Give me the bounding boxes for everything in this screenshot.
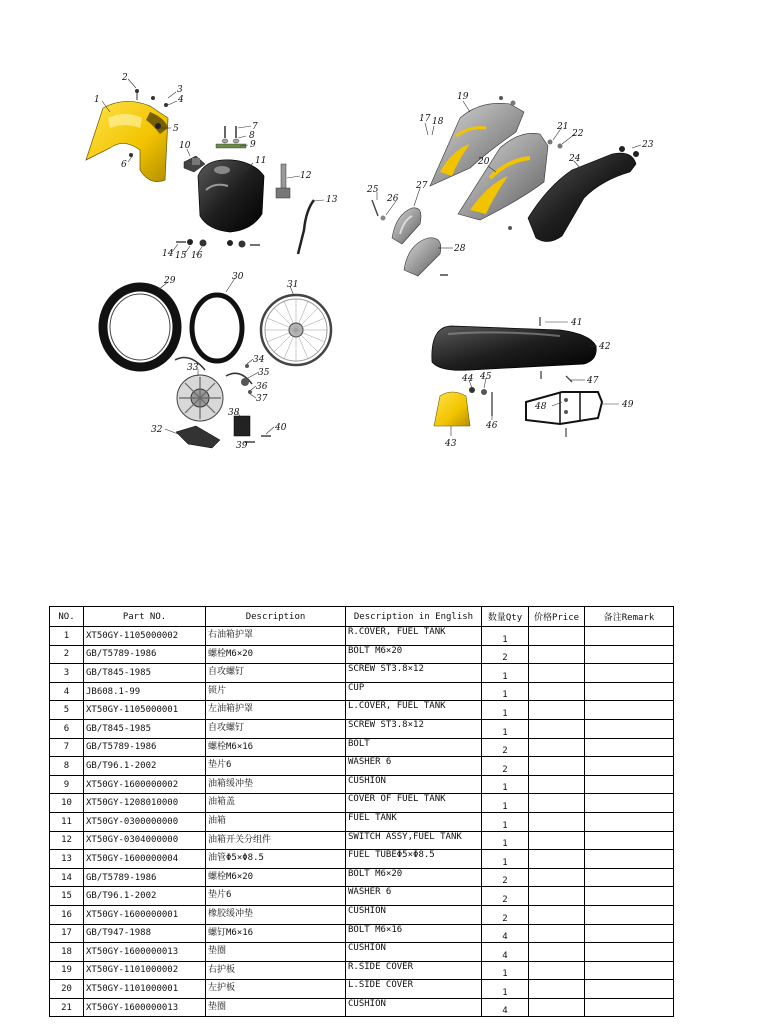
callout-22: 22: [572, 129, 584, 139]
cell-description: 左护板: [206, 980, 346, 999]
table-row: [50, 812, 674, 831]
table-row: [50, 868, 674, 887]
cell-remark: [585, 998, 674, 1017]
callout-23: 23: [642, 140, 654, 150]
callout-10: 10: [179, 141, 191, 151]
callout-18: 18: [432, 117, 444, 127]
table-row: [50, 905, 674, 924]
callout-6: 6: [121, 160, 127, 170]
cell-remark: [585, 701, 674, 720]
cell-qty: 4: [482, 924, 529, 943]
cell-description-english: CUSHION: [346, 775, 482, 794]
callout-37: 37: [256, 394, 268, 404]
callout-35: 35: [258, 368, 270, 378]
parts-table: [49, 606, 674, 1017]
cell-qty: 1: [482, 682, 529, 701]
table-row: [50, 924, 674, 943]
cell-no: 13: [50, 850, 84, 869]
callout-30: 30: [232, 272, 244, 282]
callout-7: 7: [252, 122, 258, 132]
callout-8: 8: [249, 131, 255, 141]
cell-part-no: XT50GY-0304000000: [84, 831, 206, 850]
cell-no: 4: [50, 682, 84, 701]
table-row: [50, 738, 674, 757]
callout-41: 41: [571, 318, 583, 328]
callout-36: 36: [256, 382, 268, 392]
cell-price: [529, 682, 585, 701]
cell-remark: [585, 719, 674, 738]
cell-remark: [585, 943, 674, 962]
table-row: [50, 980, 674, 999]
cell-description: 自攻螺钉: [206, 719, 346, 738]
cell-description: 橡胶缓冲垫: [206, 905, 346, 924]
cell-description: 油箱盖: [206, 794, 346, 813]
cell-part-no: XT50GY-1600000002: [84, 775, 206, 794]
cell-description: 螺栓M6×20: [206, 868, 346, 887]
cell-no: 2: [50, 645, 84, 664]
table-row: [50, 961, 674, 980]
callout-11: 11: [255, 156, 267, 166]
cell-no: 11: [50, 812, 84, 831]
callout-34: 34: [253, 355, 265, 365]
cell-description-english: CUP: [346, 682, 482, 701]
callout-17: 17: [419, 114, 431, 124]
cell-qty: 2: [482, 887, 529, 906]
callout-47: 47: [587, 376, 599, 386]
callout-24: 24: [569, 154, 581, 164]
cell-no: 12: [50, 831, 84, 850]
cell-price: [529, 980, 585, 999]
cell-description: 油箱开关分组件: [206, 831, 346, 850]
wheel-illustration: [103, 287, 331, 367]
cell-no: 21: [50, 998, 84, 1017]
callout-49: 49: [622, 400, 634, 410]
cell-part-no: XT50GY-1208010000: [84, 794, 206, 813]
cell-remark: [585, 627, 674, 646]
cell-description-english: BOLT M6×16: [346, 924, 482, 943]
cell-qty: 2: [482, 738, 529, 757]
cell-part-no: GB/T5789-1986: [84, 738, 206, 757]
cell-remark: [585, 775, 674, 794]
cell-remark: [585, 645, 674, 664]
cell-description: 螺栓M6×20: [206, 645, 346, 664]
exploded-parts-diagram: [0, 0, 768, 470]
col-header-description: Description: [206, 607, 346, 627]
cell-price: [529, 719, 585, 738]
cell-remark: [585, 794, 674, 813]
callout-32: 32: [151, 425, 163, 435]
cell-qty: 1: [482, 794, 529, 813]
cell-no: 1: [50, 627, 84, 646]
cell-remark: [585, 757, 674, 776]
cell-description: 螺钉M6×16: [206, 924, 346, 943]
cell-price: [529, 627, 585, 646]
cell-price: [529, 831, 585, 850]
cell-remark: [585, 812, 674, 831]
callout-31: 31: [287, 280, 299, 290]
callout-42: 42: [599, 342, 611, 352]
table-row: [50, 943, 674, 962]
cell-price: [529, 812, 585, 831]
cell-description: 油箱缓冲垫: [206, 775, 346, 794]
cell-description: 锁片: [206, 682, 346, 701]
cell-remark: [585, 905, 674, 924]
callout-12: 12: [300, 171, 312, 181]
cell-part-no: XT50GY-1101000001: [84, 980, 206, 999]
cell-description: 垫片6: [206, 757, 346, 776]
callout-20: 20: [478, 157, 490, 167]
table-row: [50, 887, 674, 906]
table-row: [50, 831, 674, 850]
cell-qty: 2: [482, 645, 529, 664]
callout-46: 46: [486, 421, 498, 431]
cell-remark: [585, 738, 674, 757]
cell-part-no: GB/T947-1988: [84, 924, 206, 943]
cell-part-no: XT50GY-1101000002: [84, 961, 206, 980]
callout-1: 1: [94, 95, 100, 105]
cell-remark: [585, 980, 674, 999]
cell-description: 螺栓M6×16: [206, 738, 346, 757]
cell-part-no: GB/T5789-1986: [84, 868, 206, 887]
cell-description-english: SWITCH ASSY,FUEL TANK: [346, 831, 482, 850]
cell-price: [529, 924, 585, 943]
cell-price: [529, 775, 585, 794]
col-header-no: NO.: [50, 607, 84, 627]
cell-description-english: L.SIDE COVER: [346, 980, 482, 999]
cell-price: [529, 887, 585, 906]
callout-2: 2: [122, 73, 128, 83]
cell-description-english: R.SIDE COVER: [346, 961, 482, 980]
cell-description-english: COVER OF FUEL TANK: [346, 794, 482, 813]
cell-price: [529, 664, 585, 683]
cell-no: 8: [50, 757, 84, 776]
cell-remark: [585, 924, 674, 943]
cell-part-no: XT50GY-1600000004: [84, 850, 206, 869]
cell-no: 17: [50, 924, 84, 943]
cell-no: 16: [50, 905, 84, 924]
cell-qty: 1: [482, 961, 529, 980]
cell-qty: 2: [482, 757, 529, 776]
callout-19: 19: [457, 92, 469, 102]
table-row: [50, 701, 674, 720]
cell-part-no: XT50GY-1105000001: [84, 701, 206, 720]
cell-remark: [585, 682, 674, 701]
fuel-tank-illustration: [176, 160, 264, 248]
cell-qty: 1: [482, 812, 529, 831]
callout-5: 5: [173, 124, 179, 134]
col-header-qty: 数量Qty: [482, 607, 529, 627]
rear-rack-illustration: [434, 376, 602, 437]
cell-qty: 1: [482, 775, 529, 794]
callout-4: 4: [178, 95, 184, 105]
cell-remark: [585, 961, 674, 980]
cell-part-no: GB/T845-1985: [84, 664, 206, 683]
cell-price: [529, 757, 585, 776]
callout-29: 29: [164, 276, 176, 286]
callout-44: 44: [462, 374, 474, 384]
cell-remark: [585, 831, 674, 850]
cell-description-english: FUEL TANK: [346, 812, 482, 831]
callout-28: 28: [454, 244, 466, 254]
cell-qty: 1: [482, 850, 529, 869]
cell-remark: [585, 664, 674, 683]
cell-no: 14: [50, 868, 84, 887]
cell-price: [529, 961, 585, 980]
cell-qty: 2: [482, 868, 529, 887]
cell-no: 10: [50, 794, 84, 813]
col-header-remark: 备注Remark: [585, 607, 674, 627]
cell-description: 垫片6: [206, 887, 346, 906]
table-row: [50, 645, 674, 664]
cell-no: 5: [50, 701, 84, 720]
cell-part-no: XT50GY-1600000013: [84, 943, 206, 962]
cell-price: [529, 794, 585, 813]
cell-description: 右油箱护罩: [206, 627, 346, 646]
cell-part-no: XT50GY-1600000013: [84, 998, 206, 1017]
table-row: [50, 998, 674, 1017]
cell-description-english: CUSHION: [346, 905, 482, 924]
table-row: [50, 775, 674, 794]
cell-description-english: L.COVER, FUEL TANK: [346, 701, 482, 720]
cell-no: 15: [50, 887, 84, 906]
parts-table-body: [50, 627, 674, 1017]
cell-description-english: BOLT M6×20: [346, 645, 482, 664]
callout-25: 25: [367, 185, 379, 195]
cell-description: 左油箱护罩: [206, 701, 346, 720]
col-header-description-english: Description in English: [346, 607, 482, 627]
cell-no: 20: [50, 980, 84, 999]
cell-no: 6: [50, 719, 84, 738]
cell-no: 7: [50, 738, 84, 757]
cell-description-english: SCREW ST3.8×12: [346, 664, 482, 683]
cell-part-no: GB/T845-1985: [84, 719, 206, 738]
cell-part-no: XT50GY-1105000002: [84, 627, 206, 646]
cell-remark: [585, 868, 674, 887]
cell-no: 19: [50, 961, 84, 980]
cell-part-no: JB608.1-99: [84, 682, 206, 701]
table-row: [50, 757, 674, 776]
cell-part-no: GB/T96.1-2002: [84, 757, 206, 776]
cell-remark: [585, 887, 674, 906]
callout-3: 3: [177, 85, 183, 95]
callout-13: 13: [326, 195, 338, 205]
cell-price: [529, 701, 585, 720]
cell-price: [529, 645, 585, 664]
cell-no: 18: [50, 943, 84, 962]
cell-price: [529, 850, 585, 869]
cell-no: 3: [50, 664, 84, 683]
table-row: [50, 627, 674, 646]
cell-price: [529, 738, 585, 757]
cell-part-no: GB/T5789-1986: [84, 645, 206, 664]
cell-qty: 1: [482, 701, 529, 720]
callout-43: 43: [445, 439, 457, 449]
callout-38: 38: [228, 408, 240, 418]
table-row: [50, 664, 674, 683]
table-row: [50, 719, 674, 738]
cell-qty: 1: [482, 719, 529, 738]
table-row: [50, 850, 674, 869]
callout-16: 16: [191, 251, 203, 261]
table-header-row: [50, 607, 674, 627]
cell-part-no: GB/T96.1-2002: [84, 887, 206, 906]
cell-description-english: BOLT: [346, 738, 482, 757]
grab-handle-illustration: [372, 200, 448, 276]
cell-no: 9: [50, 775, 84, 794]
cell-description-english: CUSHION: [346, 998, 482, 1017]
cell-price: [529, 868, 585, 887]
callout-27: 27: [416, 181, 428, 191]
cell-description: 自攻螺钉: [206, 664, 346, 683]
cell-qty: 4: [482, 943, 529, 962]
table-row: [50, 682, 674, 701]
callout-9: 9: [250, 140, 256, 150]
callout-40: 40: [275, 423, 287, 433]
cell-description-english: WASHER 6: [346, 887, 482, 906]
callout-39: 39: [236, 441, 248, 451]
cell-qty: 1: [482, 627, 529, 646]
callout-48: 48: [535, 402, 547, 412]
callout-33: 33: [187, 363, 199, 373]
col-header-part-no: Part NO.: [84, 607, 206, 627]
cell-description: 垫圈: [206, 943, 346, 962]
cell-qty: 1: [482, 831, 529, 850]
cell-description: 右护板: [206, 961, 346, 980]
cell-price: [529, 905, 585, 924]
cell-remark: [585, 850, 674, 869]
cell-description: 垫圈: [206, 998, 346, 1017]
cell-description-english: WASHER 6: [346, 757, 482, 776]
cell-part-no: XT50GY-0300000000: [84, 812, 206, 831]
col-header-price: 价格Price: [529, 607, 585, 627]
cell-description: 油管Φ5×Φ8.5: [206, 850, 346, 869]
cell-description-english: FUEL TUBEΦ5×Φ8.5: [346, 850, 482, 869]
callout-15: 15: [175, 251, 187, 261]
cell-price: [529, 943, 585, 962]
cell-qty: 1: [482, 980, 529, 999]
cell-description-english: SCREW ST3.8×12: [346, 719, 482, 738]
callout-21: 21: [557, 122, 569, 132]
cell-description-english: R.COVER, FUEL TANK: [346, 627, 482, 646]
table-row: [50, 794, 674, 813]
cell-qty: 4: [482, 998, 529, 1017]
cell-description-english: BOLT M6×20: [346, 868, 482, 887]
cell-qty: 2: [482, 905, 529, 924]
callout-45: 45: [480, 372, 492, 382]
callout-14: 14: [162, 249, 174, 259]
cell-price: [529, 998, 585, 1017]
cell-part-no: XT50GY-1600000001: [84, 905, 206, 924]
cell-description: 油箱: [206, 812, 346, 831]
cell-qty: 1: [482, 664, 529, 683]
callout-26: 26: [387, 194, 399, 204]
cell-description-english: CUSHION: [346, 943, 482, 962]
